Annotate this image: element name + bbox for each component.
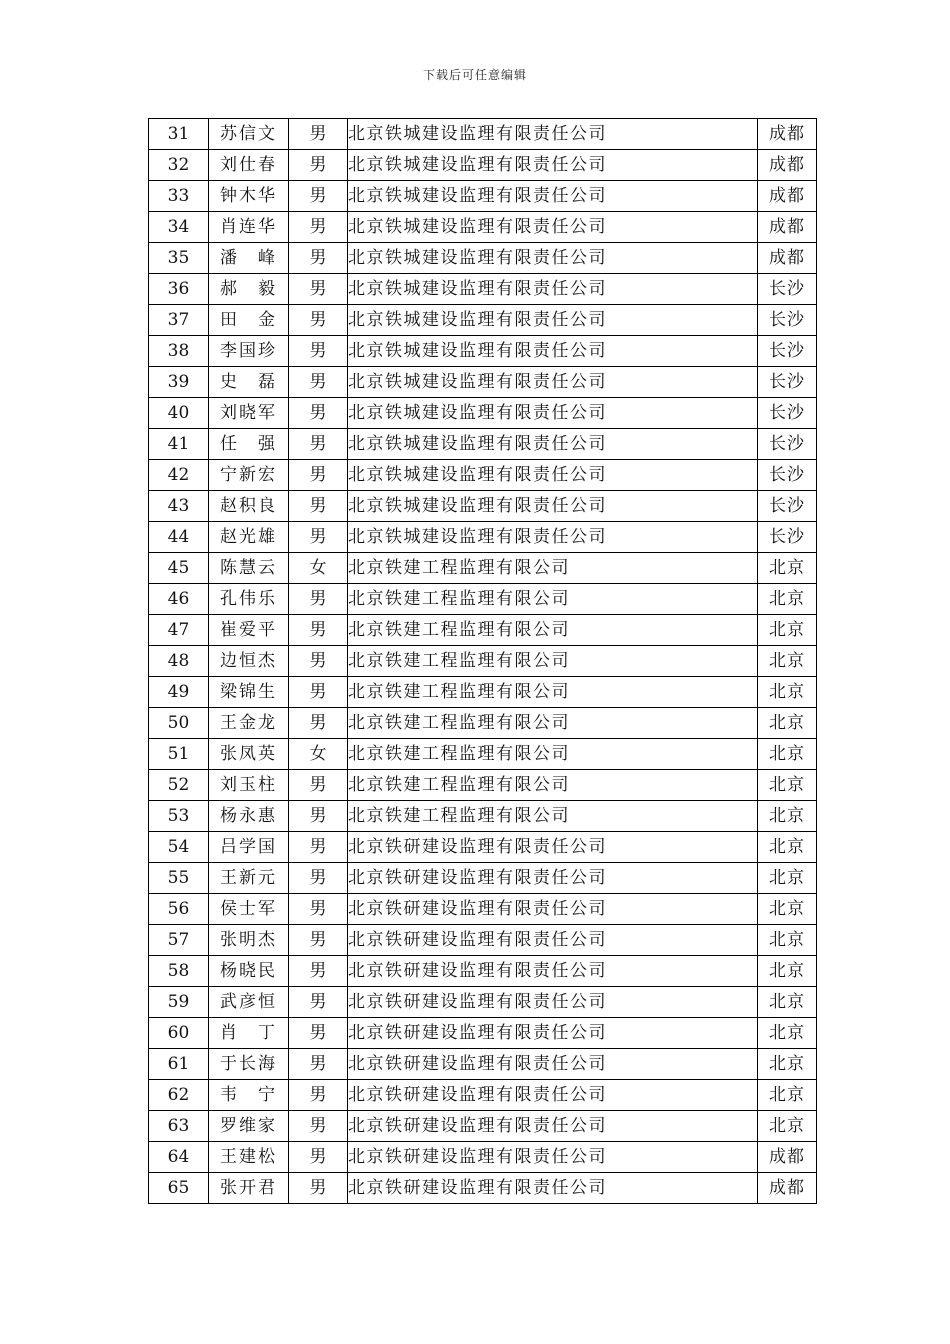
company-name: 北京铁城建设监理有限责任公司 xyxy=(348,398,758,429)
person-gender: 男 xyxy=(289,522,348,553)
company-name: 北京铁建工程监理有限公司 xyxy=(348,801,758,832)
person-gender: 女 xyxy=(289,739,348,770)
row-number: 38 xyxy=(149,336,209,367)
person-gender: 男 xyxy=(289,429,348,460)
person-name: 陈慧云 xyxy=(209,553,289,584)
company-name: 北京铁研建设监理有限责任公司 xyxy=(348,832,758,863)
company-name: 北京铁研建设监理有限责任公司 xyxy=(348,1018,758,1049)
row-number: 52 xyxy=(149,770,209,801)
city-name: 成都 xyxy=(758,243,817,274)
table-row xyxy=(149,677,817,708)
company-name: 北京铁城建设监理有限责任公司 xyxy=(348,429,758,460)
person-gender: 男 xyxy=(289,770,348,801)
table-row xyxy=(149,181,817,212)
row-number: 51 xyxy=(149,739,209,770)
person-name: 杨晓民 xyxy=(209,956,289,987)
person-name: 于长海 xyxy=(209,1049,289,1080)
row-number: 45 xyxy=(149,553,209,584)
person-gender: 男 xyxy=(289,894,348,925)
person-name: 王建松 xyxy=(209,1142,289,1173)
person-gender: 男 xyxy=(289,460,348,491)
person-gender: 男 xyxy=(289,615,348,646)
table-row xyxy=(149,150,817,181)
person-gender: 男 xyxy=(289,212,348,243)
person-name: 肖 丁 xyxy=(209,1018,289,1049)
person-name: 罗维家 xyxy=(209,1111,289,1142)
person-gender: 男 xyxy=(289,150,348,181)
person-name: 李国珍 xyxy=(209,336,289,367)
person-name: 吕学国 xyxy=(209,832,289,863)
city-name: 北京 xyxy=(758,1111,817,1142)
row-number: 36 xyxy=(149,274,209,305)
city-name: 北京 xyxy=(758,863,817,894)
company-name: 北京铁建工程监理有限公司 xyxy=(348,646,758,677)
person-gender: 男 xyxy=(289,708,348,739)
company-name: 北京铁研建设监理有限责任公司 xyxy=(348,894,758,925)
person-name: 苏信文 xyxy=(209,119,289,150)
page-header: 下载后可任意编辑 xyxy=(422,68,527,82)
row-number: 63 xyxy=(149,1111,209,1142)
company-name: 北京铁建工程监理有限公司 xyxy=(348,739,758,770)
person-gender: 男 xyxy=(289,1111,348,1142)
company-name: 北京铁研建设监理有限责任公司 xyxy=(348,987,758,1018)
company-name: 北京铁建工程监理有限公司 xyxy=(348,615,758,646)
person-name: 赵光雄 xyxy=(209,522,289,553)
company-name: 北京铁城建设监理有限责任公司 xyxy=(348,460,758,491)
city-name: 北京 xyxy=(758,553,817,584)
table-row xyxy=(149,398,817,429)
person-name: 刘仕春 xyxy=(209,150,289,181)
person-gender: 女 xyxy=(289,553,348,584)
company-name: 北京铁城建设监理有限责任公司 xyxy=(348,336,758,367)
city-name: 北京 xyxy=(758,770,817,801)
city-name: 北京 xyxy=(758,956,817,987)
person-name: 张凤英 xyxy=(209,739,289,770)
company-name: 北京铁研建设监理有限责任公司 xyxy=(348,925,758,956)
person-gender: 男 xyxy=(289,491,348,522)
company-name: 北京铁城建设监理有限责任公司 xyxy=(348,181,758,212)
city-name: 北京 xyxy=(758,894,817,925)
company-name: 北京铁城建设监理有限责任公司 xyxy=(348,119,758,150)
person-gender: 男 xyxy=(289,1173,348,1204)
table-row xyxy=(149,553,817,584)
city-name: 成都 xyxy=(758,119,817,150)
table-row xyxy=(149,832,817,863)
city-name: 北京 xyxy=(758,739,817,770)
person-name: 田 金 xyxy=(209,305,289,336)
table-row xyxy=(149,336,817,367)
city-name: 北京 xyxy=(758,801,817,832)
person-gender: 男 xyxy=(289,243,348,274)
row-number: 42 xyxy=(149,460,209,491)
table-row xyxy=(149,367,817,398)
person-gender: 男 xyxy=(289,305,348,336)
row-number: 55 xyxy=(149,863,209,894)
row-number: 59 xyxy=(149,987,209,1018)
company-name: 北京铁城建设监理有限责任公司 xyxy=(348,367,758,398)
company-name: 北京铁研建设监理有限责任公司 xyxy=(348,1049,758,1080)
person-name: 孔伟乐 xyxy=(209,584,289,615)
table-row xyxy=(149,429,817,460)
table-row xyxy=(149,956,817,987)
person-name: 杨永惠 xyxy=(209,801,289,832)
person-gender: 男 xyxy=(289,801,348,832)
person-gender: 男 xyxy=(289,119,348,150)
city-name: 北京 xyxy=(758,987,817,1018)
person-name: 赵积良 xyxy=(209,491,289,522)
table-row xyxy=(149,615,817,646)
row-number: 40 xyxy=(149,398,209,429)
company-name: 北京铁城建设监理有限责任公司 xyxy=(348,491,758,522)
row-number: 56 xyxy=(149,894,209,925)
company-name: 北京铁研建设监理有限责任公司 xyxy=(348,956,758,987)
personnel-table xyxy=(148,118,817,1204)
table-row xyxy=(149,1173,817,1204)
company-name: 北京铁建工程监理有限公司 xyxy=(348,770,758,801)
row-number: 46 xyxy=(149,584,209,615)
table-row xyxy=(149,987,817,1018)
city-name: 长沙 xyxy=(758,429,817,460)
table-row xyxy=(149,119,817,150)
table-row xyxy=(149,212,817,243)
company-name: 北京铁建工程监理有限公司 xyxy=(348,584,758,615)
city-name: 成都 xyxy=(758,212,817,243)
person-name: 刘玉柱 xyxy=(209,770,289,801)
person-gender: 男 xyxy=(289,1018,348,1049)
company-name: 北京铁城建设监理有限责任公司 xyxy=(348,243,758,274)
row-number: 49 xyxy=(149,677,209,708)
row-number: 58 xyxy=(149,956,209,987)
person-gender: 男 xyxy=(289,584,348,615)
table-row xyxy=(149,1018,817,1049)
person-gender: 男 xyxy=(289,367,348,398)
person-name: 边恒杰 xyxy=(209,646,289,677)
row-number: 57 xyxy=(149,925,209,956)
person-name: 侯士军 xyxy=(209,894,289,925)
company-name: 北京铁建工程监理有限公司 xyxy=(348,708,758,739)
company-name: 北京铁城建设监理有限责任公司 xyxy=(348,212,758,243)
row-number: 48 xyxy=(149,646,209,677)
city-name: 长沙 xyxy=(758,491,817,522)
row-number: 32 xyxy=(149,150,209,181)
person-name: 王新元 xyxy=(209,863,289,894)
table-row xyxy=(149,522,817,553)
person-gender: 男 xyxy=(289,832,348,863)
row-number: 33 xyxy=(149,181,209,212)
row-number: 65 xyxy=(149,1173,209,1204)
person-gender: 男 xyxy=(289,1142,348,1173)
city-name: 北京 xyxy=(758,584,817,615)
row-number: 50 xyxy=(149,708,209,739)
city-name: 长沙 xyxy=(758,305,817,336)
person-gender: 男 xyxy=(289,398,348,429)
person-name: 武彦恒 xyxy=(209,987,289,1018)
company-name: 北京铁研建设监理有限责任公司 xyxy=(348,1173,758,1204)
city-name: 成都 xyxy=(758,150,817,181)
table-row xyxy=(149,1142,817,1173)
row-number: 39 xyxy=(149,367,209,398)
city-name: 北京 xyxy=(758,615,817,646)
person-name: 王金龙 xyxy=(209,708,289,739)
person-gender: 男 xyxy=(289,1049,348,1080)
person-name: 钟木华 xyxy=(209,181,289,212)
person-name: 张开君 xyxy=(209,1173,289,1204)
city-name: 北京 xyxy=(758,925,817,956)
table-row xyxy=(149,1111,817,1142)
row-number: 64 xyxy=(149,1142,209,1173)
person-gender: 男 xyxy=(289,336,348,367)
row-number: 47 xyxy=(149,615,209,646)
city-name: 成都 xyxy=(758,181,817,212)
row-number: 60 xyxy=(149,1018,209,1049)
person-name: 任 强 xyxy=(209,429,289,460)
person-name: 韦 宁 xyxy=(209,1080,289,1111)
person-name: 潘 峰 xyxy=(209,243,289,274)
row-number: 53 xyxy=(149,801,209,832)
person-name: 宁新宏 xyxy=(209,460,289,491)
table-row xyxy=(149,243,817,274)
person-name: 肖连华 xyxy=(209,212,289,243)
table-row xyxy=(149,739,817,770)
company-name: 北京铁建工程监理有限公司 xyxy=(348,553,758,584)
person-name: 张明杰 xyxy=(209,925,289,956)
row-number: 41 xyxy=(149,429,209,460)
company-name: 北京铁城建设监理有限责任公司 xyxy=(348,150,758,181)
city-name: 北京 xyxy=(758,1080,817,1111)
table-row xyxy=(149,460,817,491)
table-row xyxy=(149,274,817,305)
row-number: 62 xyxy=(149,1080,209,1111)
city-name: 北京 xyxy=(758,646,817,677)
company-name: 北京铁城建设监理有限责任公司 xyxy=(348,305,758,336)
row-number: 34 xyxy=(149,212,209,243)
person-gender: 男 xyxy=(289,274,348,305)
row-number: 35 xyxy=(149,243,209,274)
person-name: 史 磊 xyxy=(209,367,289,398)
city-name: 长沙 xyxy=(758,367,817,398)
city-name: 北京 xyxy=(758,677,817,708)
company-name: 北京铁城建设监理有限责任公司 xyxy=(348,522,758,553)
city-name: 成都 xyxy=(758,1173,817,1204)
person-gender: 男 xyxy=(289,987,348,1018)
company-name: 北京铁城建设监理有限责任公司 xyxy=(348,274,758,305)
person-gender: 男 xyxy=(289,181,348,212)
company-name: 北京铁研建设监理有限责任公司 xyxy=(348,1142,758,1173)
person-name: 崔爱平 xyxy=(209,615,289,646)
table-row xyxy=(149,925,817,956)
city-name: 北京 xyxy=(758,832,817,863)
table-row xyxy=(149,770,817,801)
person-name: 梁锦生 xyxy=(209,677,289,708)
city-name: 北京 xyxy=(758,1018,817,1049)
row-number: 54 xyxy=(149,832,209,863)
table-row xyxy=(149,646,817,677)
row-number: 61 xyxy=(149,1049,209,1080)
row-number: 37 xyxy=(149,305,209,336)
city-name: 长沙 xyxy=(758,460,817,491)
company-name: 北京铁研建设监理有限责任公司 xyxy=(348,1111,758,1142)
table-row xyxy=(149,491,817,522)
city-name: 成都 xyxy=(758,1142,817,1173)
person-gender: 男 xyxy=(289,677,348,708)
table-row xyxy=(149,584,817,615)
city-name: 长沙 xyxy=(758,398,817,429)
person-gender: 男 xyxy=(289,646,348,677)
table-row xyxy=(149,708,817,739)
table-row xyxy=(149,863,817,894)
table-row xyxy=(149,1080,817,1111)
row-number: 43 xyxy=(149,491,209,522)
company-name: 北京铁研建设监理有限责任公司 xyxy=(348,1080,758,1111)
company-name: 北京铁建工程监理有限公司 xyxy=(348,677,758,708)
city-name: 长沙 xyxy=(758,522,817,553)
table-row xyxy=(149,801,817,832)
table-row xyxy=(149,305,817,336)
person-gender: 男 xyxy=(289,956,348,987)
city-name: 北京 xyxy=(758,1049,817,1080)
city-name: 长沙 xyxy=(758,274,817,305)
row-number: 31 xyxy=(149,119,209,150)
person-gender: 男 xyxy=(289,863,348,894)
city-name: 长沙 xyxy=(758,336,817,367)
personnel-table-body xyxy=(149,119,817,1204)
company-name: 北京铁研建设监理有限责任公司 xyxy=(348,863,758,894)
person-gender: 男 xyxy=(289,925,348,956)
person-gender: 男 xyxy=(289,1080,348,1111)
row-number: 44 xyxy=(149,522,209,553)
person-name: 郝 毅 xyxy=(209,274,289,305)
table-row xyxy=(149,894,817,925)
table-row xyxy=(149,1049,817,1080)
person-name: 刘晓军 xyxy=(209,398,289,429)
city-name: 北京 xyxy=(758,708,817,739)
